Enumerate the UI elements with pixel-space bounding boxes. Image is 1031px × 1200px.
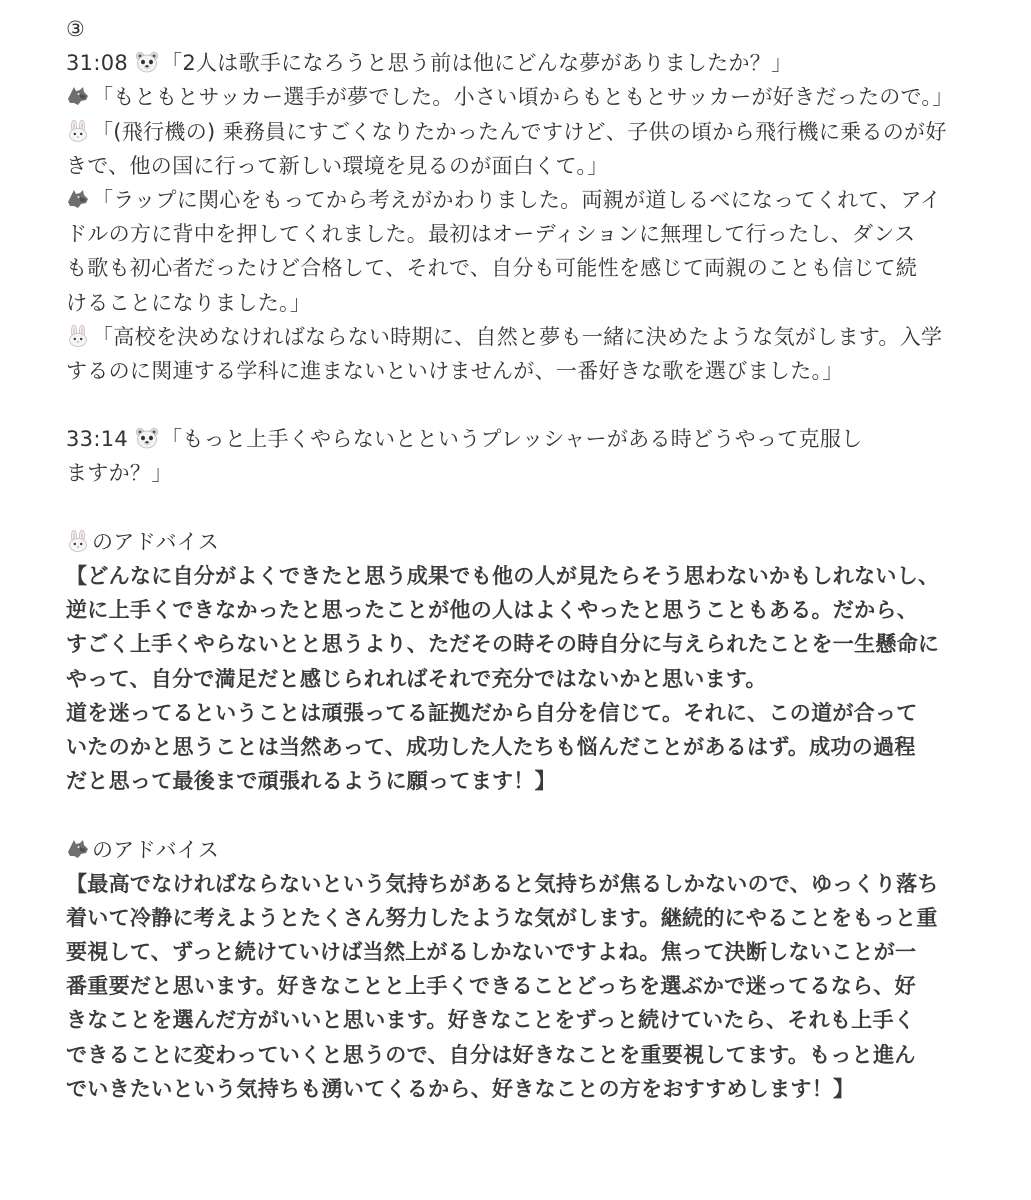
rabbit-icon (66, 530, 90, 552)
advice-b-line-2: 逆に上手くできなかったと思ったことが他の人はよくやったと思うこともある。だから、 (66, 598, 918, 623)
answer-1a2-text-1: 「ラップに関心をもってから考えがかわりました。両親が道しるべになってくれて、アイ (92, 187, 942, 212)
advice-a-line-4: 番重要だと思います。好きなことと上手くできることどっちを選ぶかで迷ってるなら、好 (66, 974, 916, 999)
spacer (66, 388, 986, 422)
spacer (66, 798, 986, 832)
bear-icon (135, 51, 159, 73)
answer-1b2-line-1 (66, 320, 986, 354)
answer-1a2-line-2: ドルの方に背中を押してくれました。最初はオーディションに無理して行ったし、ダンス (66, 222, 916, 247)
advice-b-line-7: だと思って最後まで頑張れるように願ってます！】 (66, 769, 556, 794)
advice-a-line-6: できることに変わっていくと思うので、自分は好きなことを重要視してます。もっと進ん (66, 1042, 916, 1067)
wolf-icon (66, 188, 90, 210)
advice-a-heading (66, 833, 986, 867)
spacer (66, 491, 986, 525)
rabbit-icon (66, 325, 90, 347)
answer-1a-text: 「もともとサッカー選手が夢でした。小さい頃からもともとサッカーが好きだったので。」 (92, 85, 954, 110)
answer-1a2-line-4: けることになりました。」 (66, 290, 312, 315)
advice-b-line-5: 道を迷ってるということは頑張ってる証拠だから自分を信じて。それに、この道が合って (66, 700, 918, 725)
section-number: ③ (66, 17, 86, 41)
answer-1b-line-1 (66, 115, 986, 149)
advice-b-heading-text: のアドバイス (92, 529, 220, 554)
question-2-line-1 (66, 422, 986, 456)
answer-1b2-line-2: するのに関連する学科に進まないといけませんが、一番好きな歌を選びました。」 (66, 358, 844, 383)
wolf-icon (66, 85, 90, 107)
question-1-text: 「2人は歌手になろうと思う前は他にどんな夢がありましたか？」 (161, 51, 793, 76)
bear-icon (135, 427, 159, 449)
advice-a-line-3: 要視して、ずっと続けていけば当然上がるしかないですよね。焦って決断しないことが一 (66, 940, 917, 965)
answer-1b-line-2: きで、他の国に行って新しい環境を見るのが面白くて。」 (66, 153, 609, 178)
wolf-icon (66, 838, 90, 860)
advice-a-line-7: でいきたいという気持ちも湧いてくるから、好きなことの方をおすすめします！】 (66, 1076, 855, 1101)
answer-1a2-line-3: も歌も初心者だったけど合格して、それで、自分も可能性を感じて両親のことも信じて続 (66, 256, 918, 281)
answer-1a-line (66, 80, 986, 114)
advice-b-line-6: いたのかと思うことは当然あって、成功した人たちも悩んだことがあるはず。成功の過程 (66, 734, 916, 759)
question-2-line-2: ますか？」 (66, 461, 173, 486)
advice-a-line-2: 着いて冷静に考えようとたくさん努力したような気がします。継続的にやることをもっと重 (66, 905, 938, 930)
transcript-document (66, 12, 986, 1106)
question-1-line (66, 46, 986, 80)
advice-a-heading-text: のアドバイス (92, 837, 220, 862)
question-2-time: 33:14 (66, 427, 129, 452)
question-2-text-1: 「もっと上手くやらないとというプレッシャーがある時どうやって克服し (161, 427, 863, 452)
advice-a-line-5: きなことを選んだ方がいいと思います。好きなことをずっと続けていたら、それも上手く (66, 1008, 916, 1033)
rabbit-icon (66, 120, 90, 142)
advice-a-line-1: 【最高でなければならないという気持ちがあると気持ちが焦るしかないので、ゆっくり落ち (66, 871, 939, 896)
advice-b-line-3: すごく上手くやらないとと思うより、ただその時その時自分に与えられたことを一生懸命に (66, 632, 940, 657)
advice-b-heading (66, 525, 986, 559)
answer-1b2-text-1: 「高校を決めなければならない時期に、自然と夢も一緒に決めたような気がします。入学 (92, 324, 943, 349)
advice-b-line-1: 【どんなに自分がよくできたと思う成果でも他の人が見たらそう思わないかもしれないし、 (66, 564, 940, 588)
answer-1a2-line-1 (66, 183, 986, 217)
answer-1b-text-1: 「(飛行機の) 乗務員にすごくなりたかったんですけど、子供の頃から飛行機に乗るのが好 (92, 119, 947, 144)
question-1-time: 31:08 (66, 51, 129, 76)
advice-b-line-4: やって、自分で満足だと感じられればそれで充分ではないかと思います。 (66, 666, 767, 691)
